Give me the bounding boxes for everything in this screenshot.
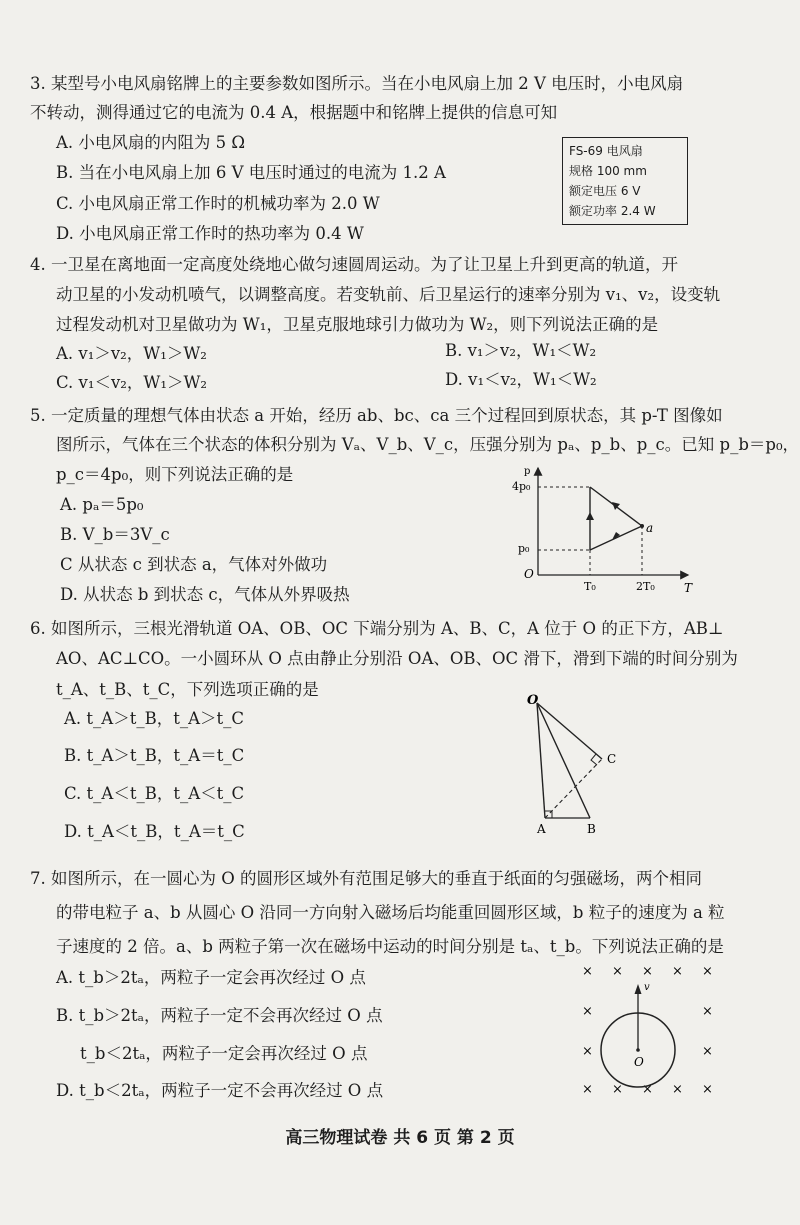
label-o: O — [527, 693, 539, 708]
page-footer: 高三物理试卷 共 6 页 第 2 页 — [285, 1128, 515, 1148]
q4-stem-line-3: 过程发动机对卫星做功为 W₁，卫星克服地球引力做功为 W₂，则下列说法正确的是 — [56, 315, 659, 334]
pt-graph-tick-t0: T₀ — [584, 580, 596, 593]
velocity-label: v — [644, 982, 650, 993]
pt-graph-tick-p0: p₀ — [518, 542, 530, 555]
field-cross: × — [582, 964, 593, 979]
field-cross: × — [582, 1004, 593, 1019]
field-cross: × — [702, 1004, 713, 1019]
q4-stem-line-2: 动卫星的小发动机喷气，以调整高度。若变轨前、后卫星运行的速率分别为 v₁、v₂，设变轨 — [56, 285, 721, 304]
q3-option-a: A. 小电风扇的内阻为 5 Ω — [56, 133, 246, 152]
q5-option-c: C 从状态 c 到状态 a，气体对外做功 — [60, 555, 328, 574]
pt-graph — [500, 460, 700, 600]
right-angle-c — [591, 754, 597, 765]
field-cross: × — [612, 1082, 623, 1097]
fan-nameplate — [562, 137, 688, 225]
pt-graph-t-label: T — [684, 581, 693, 595]
q3-option-d: D. 小电风扇正常工作时的热功率为 0.4 W — [56, 224, 364, 243]
q5-stem-line-3: p_c＝4p₀，则下列说法正确的是 — [56, 465, 294, 484]
q4-option-b: B. v₁＞v₂，W₁＜W₂ — [445, 341, 597, 360]
q7-option-b: B. t_b＞2tₐ，两粒子一定不会再次经过 O 点 — [56, 1006, 383, 1025]
nameplate-size: 规格 100 mm — [569, 164, 647, 178]
q3-stem-line-1: 3. 某型号小电风扇铭牌上的主要参数如图所示。当在小电风扇上加 2 V 电压时，小电风扇 — [30, 74, 684, 93]
nameplate-voltage: 额定电压 6 V — [569, 184, 641, 198]
center-label: O — [634, 1055, 644, 1069]
field-cross: × — [642, 964, 653, 979]
velocity-arrowhead — [635, 984, 642, 994]
q4-option-c: C. v₁＜v₂，W₁＞W₂ — [56, 373, 208, 392]
q4-stem-line-1: 4. 一卫星在离地面一定高度处绕地心做匀速圆周运动。为了让卫星上升到更高的轨道，开 — [30, 255, 678, 274]
track-oa — [537, 703, 545, 818]
center-point — [636, 1048, 640, 1052]
nameplate-power: 额定功率 2.4 W — [569, 204, 656, 218]
q5-stem-line-1: 5. 一定质量的理想气体由状态 a 开始，经历 ab、bc、ca 三个过程回到原状态，其 p-T 图像如 — [30, 406, 723, 425]
pt-graph-tick-2t0: 2T₀ — [636, 580, 655, 593]
q6-stem-line-2: AO、AC⊥CO。一小圆环从 O 点由静止分别沿 OA、OB、OC 滑下，滑到下端的时间分别为 — [56, 649, 738, 668]
field-cross: × — [582, 1082, 593, 1097]
track-oc — [537, 703, 602, 759]
q5-option-b: B. V_b＝3V_c — [60, 525, 170, 544]
label-b: B — [587, 822, 596, 836]
q7-option-a: A. t_b＞2tₐ，两粒子一定会再次经过 O 点 — [56, 968, 366, 987]
q4-option-a: A. v₁＞v₂，W₁＞W₂ — [56, 344, 207, 363]
q6-stem-line-3: t_A、t_B、t_C，下列选项正确的是 — [56, 680, 319, 699]
tracks-figure — [515, 688, 635, 838]
q3-stem-line-2: 不转动，测得通过它的电流为 0.4 A，根据题中和铭牌上提供的信息可知 — [30, 103, 558, 122]
q6-option-c: C. t_A＜t_B，t_A＜t_C — [64, 784, 245, 803]
q5-option-a: A. pₐ＝5p₀ — [60, 495, 144, 514]
q4-option-d: D. v₁＜v₂，W₁＜W₂ — [445, 370, 597, 389]
pt-graph-point-a — [640, 524, 644, 528]
q6-option-a: A. t_A＞t_B，t_A＞t_C — [64, 709, 245, 728]
q3-option-c: C. 小电风扇正常工作时的机械功率为 2.0 W — [56, 194, 380, 213]
field-cross: × — [702, 964, 713, 979]
q6-option-d: D. t_A＜t_B，t_A＝t_C — [64, 822, 245, 841]
q6-stem-line-1: 6. 如图所示，三根光滑轨道 OA、OB、OC 下端分别为 A、B、C，A 位于 O 的正下方，AB⊥ — [30, 619, 724, 638]
q7-stem-line-2: 的带电粒子 a、b 从圆心 O 沿同一方向射入磁场后均能重回圆形区域，b 粒子的速度为 a 粒 — [56, 903, 725, 922]
pt-graph-path-ab — [590, 526, 642, 550]
pt-graph-origin: O — [524, 567, 534, 581]
pt-graph-tick-4p0: 4p₀ — [512, 480, 531, 493]
magnetic-field-figure — [560, 958, 720, 1098]
label-a: A — [537, 822, 546, 836]
q7-stem-line-3: 子速度的 2 倍。a、b 两粒子第一次在磁场中运动的时间分别是 tₐ、t_b。下列说法正确的是 — [56, 937, 724, 956]
field-cross: × — [582, 1044, 593, 1059]
q3-option-b: B. 当在小电风扇上加 6 V 电压时通过的电流为 1.2 A — [56, 163, 446, 182]
field-cross: × — [612, 964, 623, 979]
label-c: C — [607, 752, 617, 766]
q7-stem-line-1: 7. 如图所示，在一圆心为 O 的圆形区域外有范围足够大的垂直于纸面的匀强磁场，两个相同 — [30, 869, 703, 888]
pt-graph-p-label: p — [524, 466, 531, 477]
pt-graph-arrow-bc — [586, 512, 594, 520]
q5-stem-line-2: 图所示，气体在三个状态的体积分别为 Vₐ、V_b、V_c，压强分别为 pₐ、p_b、p_c。已知 p_b＝p₀， — [56, 435, 800, 454]
q5-option-d: D. 从状态 b 到状态 c，气体从外界吸热 — [60, 585, 350, 604]
q7-option-c: t_b＜2tₐ，两粒子一定会再次经过 O 点 — [80, 1044, 368, 1063]
nameplate-model: FS-69 电风扇 — [569, 144, 643, 158]
field-cross: × — [702, 1082, 713, 1097]
field-cross: × — [672, 964, 683, 979]
field-cross: × — [672, 1082, 683, 1097]
field-cross: × — [642, 1082, 653, 1097]
track-ob — [537, 703, 590, 818]
field-cross: × — [702, 1044, 713, 1059]
q7-option-d: D. t_b＜2tₐ，两粒子一定不会再次经过 O 点 — [56, 1081, 384, 1100]
segment-ac — [545, 759, 602, 818]
pt-graph-point-a-label: a — [646, 521, 654, 535]
q6-option-b: B. t_A＞t_B，t_A＝t_C — [64, 746, 245, 765]
